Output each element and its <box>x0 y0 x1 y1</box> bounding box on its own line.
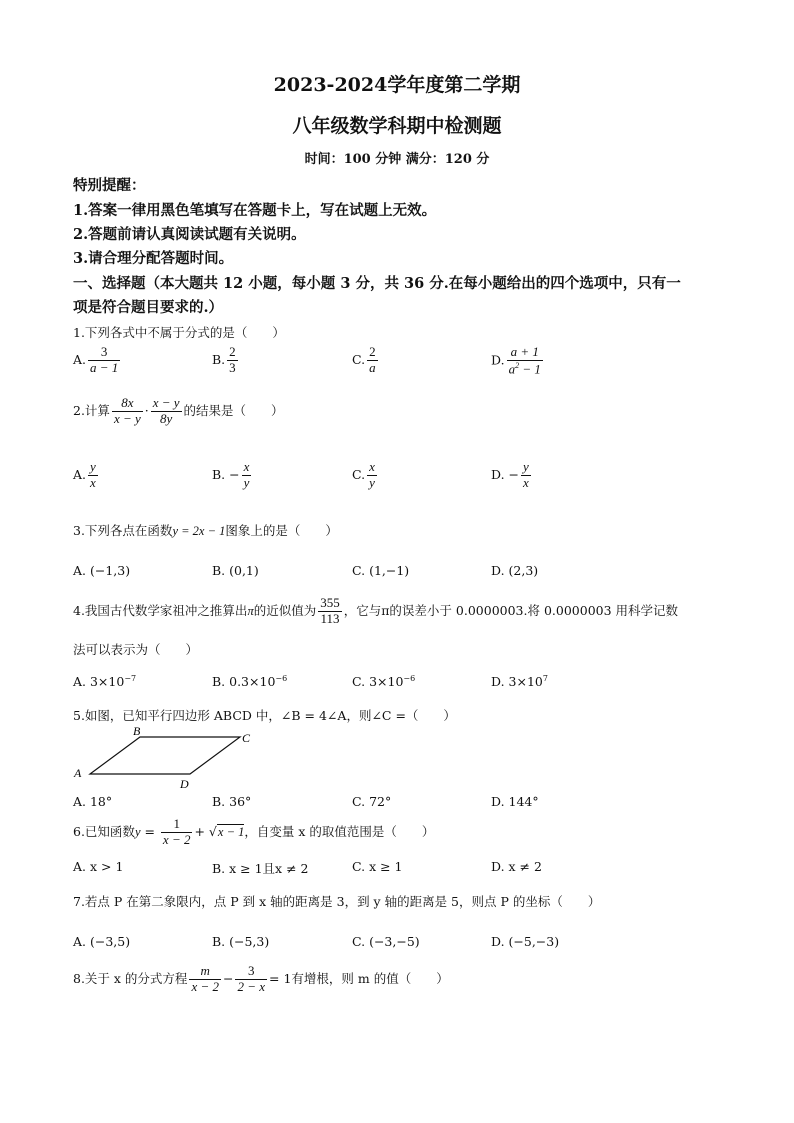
parallelogram-figure <box>72 726 262 792</box>
q6-option-c: C. x ≥ 1 <box>352 859 403 874</box>
q7-option-a: A. (−3,5) <box>73 934 131 949</box>
q2-option-a: A. $\frac{y}{x}$ <box>73 459 96 490</box>
label-b: B <box>133 726 141 738</box>
q2-stem: 2.计算 $\frac{8x}{x - y}$ · $\frac{x - y}{8y}$ 的结果是（ ） <box>73 395 284 426</box>
q2-option-d: D. − $\frac{y}{x}$ <box>491 459 529 490</box>
label-d: D <box>180 777 189 791</box>
q3-option-b: B. (0,1) <box>212 563 259 578</box>
exam-subtitle: 八年级数学科期中检测题 <box>292 115 502 137</box>
parallelogram-shape <box>90 737 240 774</box>
q6-option-d: D. x ≠ 2 <box>491 859 542 874</box>
q5-option-b: B. 36° <box>212 794 252 809</box>
q7-stem: 7.若点 P 在第二象限内，点 P 到 x 轴的距离是 3，到 y 轴的距离是 5，则点 P 的坐标（ ） <box>73 894 601 909</box>
q5-option-d: D. 144° <box>491 794 539 809</box>
section-heading-line1: 一、选择题（本大题共 12 小题，每小题 3 分，共 36 分.在每小题给出的四个选项中，只有一 <box>73 275 681 292</box>
q5-option-a: A. 18° <box>73 794 113 809</box>
notice-item-1: 1.答案一律用黑色笔填写在答题卡上，写在试题上无效。 <box>73 202 437 219</box>
time-score-line: 时间：100 分钟 满分：120 分 <box>304 152 490 167</box>
q7-option-d: D. (−5,−3) <box>491 934 560 949</box>
q4-stem-line2: 法可以表示为（ ） <box>73 642 199 657</box>
q2-option-c: C. $\frac{x}{y}$ <box>352 459 375 490</box>
q1-option-c: C. $\frac{2}{a}$ <box>352 344 376 375</box>
q3-option-d: D. (2,3) <box>491 563 539 578</box>
q6-option-b: B. x ≥ 1且x ≠ 2 <box>212 861 309 876</box>
notice-heading: 特别提醒： <box>73 177 146 194</box>
q3-stem: 3.下列各点在函数y = 2x − 1图象上的是（ ） <box>73 523 338 538</box>
q3-option-a: A. (−1,3) <box>73 563 131 578</box>
q4-option-c: C. $3\times 10^{-6}$ <box>352 674 416 690</box>
q1-option-a: A. $\frac{3}{a - 1}$ <box>73 344 119 375</box>
q4-stem-line1: 4.我国古代数学家祖冲之推算出π的近似值为 $\frac{355}{113}$ ，它与π的误差小于 0.0000003.将 0.0000003 用科学记数 <box>73 595 679 626</box>
q1-option-d: D. $\frac{a + 1}{a^2 - 1}$ <box>491 344 541 377</box>
exam-title: 2023-2024学年度第二学期 <box>273 74 521 96</box>
notice-item-3: 3.请合理分配答题时间。 <box>73 250 234 267</box>
q5-stem: 5.如图，已知平行四边形 ABCD 中，∠B = 4∠A，则∠C =（ ） <box>73 708 456 723</box>
q4-option-a: A. $3\times 10^{-7}$ <box>73 674 137 690</box>
q2-option-b: B. − $\frac{x}{y}$ <box>212 459 250 490</box>
q4-option-d: D. $3\times 10^7$ <box>491 674 548 690</box>
label-c: C <box>242 731 251 745</box>
section-heading-line2: 项是符合题目要求的.） <box>73 299 224 316</box>
q5-option-c: C. 72° <box>352 794 392 809</box>
q1-option-b: B. $\frac{2}{3}$ <box>212 344 236 375</box>
q8-stem: 8.关于 x 的分式方程 $\frac{m}{x - 2}$ − $\frac{3}{2 - x}$ = 1有增根，则 m 的值（ ） <box>73 963 449 994</box>
label-a: A <box>74 766 82 780</box>
q6-stem: 6.已知函数y = $\frac{1}{x - 2}$ + √x − 1，自变量 x 的取值范围是（ ） <box>73 816 435 847</box>
q6-option-a: A. x > 1 <box>73 859 124 874</box>
q4-option-b: B. $0.3\times 10^{-6}$ <box>212 674 288 690</box>
notice-item-2: 2.答题前请认真阅读试题有关说明。 <box>73 226 306 243</box>
q3-option-c: C. (1,−1) <box>352 563 410 578</box>
q7-option-b: B. (−5,3) <box>212 934 270 949</box>
q1-stem: 1.下列各式中不属于分式的是（ ） <box>73 325 285 340</box>
q7-option-c: C. (−3,−5) <box>352 934 420 949</box>
